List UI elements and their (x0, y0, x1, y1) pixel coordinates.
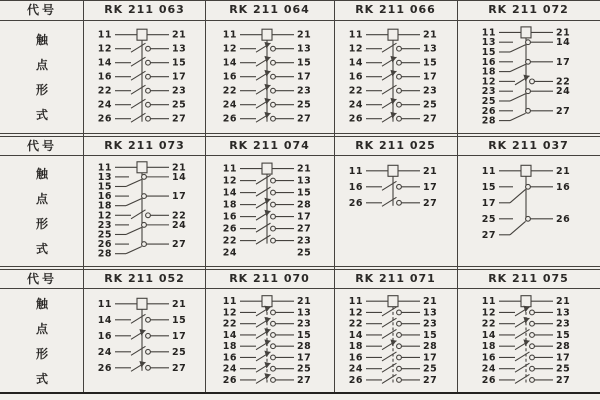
header-underline (0, 288, 600, 289)
svg-text:24: 24 (222, 363, 237, 375)
contact-diagram-rk211075 (457, 290, 600, 391)
contact-diagram-svg (334, 22, 457, 130)
svg-text:25: 25 (556, 363, 571, 375)
svg-text:28: 28 (556, 341, 571, 353)
svg-text:22: 22 (348, 85, 363, 97)
svg-text:24: 24 (481, 363, 496, 375)
svg-text:15: 15 (481, 46, 496, 58)
svg-text:17: 17 (481, 197, 496, 209)
contact-form-label (0, 22, 84, 132)
svg-text:26: 26 (348, 113, 363, 125)
svg-text:26: 26 (222, 374, 237, 386)
svg-text:12: 12 (97, 43, 112, 55)
svg-text:14: 14 (172, 171, 187, 183)
contact-diagram-rk211072 (457, 22, 600, 132)
svg-text:21: 21 (297, 29, 312, 41)
contact-diagram-rk211063 (84, 22, 205, 132)
svg-text:25: 25 (423, 99, 438, 111)
band-separator-line (0, 133, 600, 134)
svg-text:13: 13 (297, 307, 312, 319)
code-label: 代号 (26, 272, 57, 286)
svg-text:21: 21 (556, 27, 571, 39)
model-header-rk211075: RK 211 075 (488, 272, 569, 285)
model-header-rk211025: RK 211 025 (355, 139, 436, 152)
svg-text:26: 26 (481, 105, 496, 117)
svg-text:15: 15 (97, 181, 112, 193)
svg-text:11: 11 (222, 296, 237, 308)
svg-text:27: 27 (423, 374, 438, 386)
svg-text:26: 26 (348, 374, 363, 386)
table-border-bottom (0, 392, 600, 394)
svg-text:11: 11 (348, 165, 363, 177)
svg-text:27: 27 (556, 374, 571, 386)
svg-text:15: 15 (172, 57, 187, 69)
contact-diagram-rk211073 (84, 157, 205, 264)
svg-text:27: 27 (297, 113, 312, 125)
svg-text:14: 14 (481, 329, 496, 341)
svg-text:13: 13 (423, 307, 438, 319)
svg-text:27: 27 (556, 105, 571, 117)
svg-text:15: 15 (172, 314, 187, 326)
svg-text:11: 11 (481, 27, 496, 39)
svg-text:13: 13 (297, 43, 312, 55)
svg-text:27: 27 (481, 229, 496, 241)
model-header-rk211074: RK 211 074 (229, 139, 310, 152)
svg-text:11: 11 (348, 29, 363, 41)
svg-text:26: 26 (222, 113, 237, 125)
band-2-body (0, 157, 600, 264)
svg-text:28: 28 (481, 115, 496, 127)
svg-text:28: 28 (97, 248, 112, 260)
svg-text:16: 16 (481, 56, 496, 68)
code-label: 代号 (26, 139, 57, 153)
svg-text:18: 18 (348, 341, 363, 353)
svg-text:15: 15 (556, 329, 571, 341)
svg-text:23: 23 (423, 85, 438, 97)
svg-text:21: 21 (297, 296, 312, 308)
svg-text:16: 16 (97, 330, 112, 342)
svg-text:23: 23 (481, 86, 496, 98)
band-1-body (0, 22, 600, 132)
svg-text:28: 28 (297, 199, 312, 211)
svg-text:25: 25 (172, 346, 187, 358)
contact-diagram-svg (205, 22, 334, 130)
svg-text:12: 12 (481, 307, 496, 319)
contact-diagram-rk211070 (205, 290, 334, 391)
svg-text:21: 21 (172, 29, 187, 41)
svg-text:24: 24 (348, 99, 363, 111)
svg-text:14: 14 (222, 187, 237, 199)
model-header-rk211037: RK 211 037 (488, 139, 569, 152)
svg-text:18: 18 (481, 66, 496, 78)
band-separator-line (0, 269, 600, 270)
svg-text:23: 23 (297, 318, 312, 330)
svg-text:22: 22 (97, 85, 112, 97)
svg-text:24: 24 (97, 99, 112, 111)
svg-text:13: 13 (97, 171, 112, 183)
label-char: 触 (35, 166, 48, 181)
svg-text:27: 27 (423, 113, 438, 125)
contact-diagram-rk211071 (334, 290, 457, 391)
svg-text:22: 22 (222, 85, 237, 97)
contact-diagram-svg (84, 157, 205, 263)
band-separator-line (0, 266, 600, 267)
svg-text:25: 25 (481, 213, 496, 225)
svg-text:27: 27 (172, 239, 187, 251)
model-header-rk211070: RK 211 070 (229, 272, 310, 285)
svg-text:17: 17 (556, 56, 571, 68)
contact-diagram-rk211037 (457, 157, 600, 264)
label-char: 点 (35, 191, 48, 206)
svg-text:17: 17 (297, 352, 312, 364)
contact-diagram-svg (457, 290, 600, 390)
label-char: 形 (35, 216, 48, 231)
column-divider (83, 0, 84, 392)
svg-text:17: 17 (172, 191, 187, 203)
svg-text:14: 14 (348, 57, 363, 69)
svg-text:22: 22 (222, 318, 237, 330)
svg-text:14: 14 (97, 57, 112, 69)
contact-form-label (0, 290, 84, 391)
contact-diagram-svg (84, 22, 205, 130)
svg-text:22: 22 (481, 318, 496, 330)
contact-diagram-svg (205, 290, 334, 390)
svg-text:21: 21 (297, 163, 312, 175)
svg-text:14: 14 (97, 314, 112, 326)
contact-diagram-rk211025 (334, 157, 457, 264)
svg-text:22: 22 (172, 210, 187, 222)
svg-text:17: 17 (423, 181, 438, 193)
svg-text:16: 16 (222, 71, 237, 83)
svg-text:17: 17 (423, 71, 438, 83)
svg-text:14: 14 (222, 329, 237, 341)
column-divider (205, 0, 206, 392)
svg-text:11: 11 (481, 165, 496, 177)
svg-text:21: 21 (423, 29, 438, 41)
svg-text:16: 16 (222, 352, 237, 364)
svg-text:23: 23 (297, 235, 312, 247)
svg-text:15: 15 (297, 329, 312, 341)
model-header-rk211052: RK 211 052 (104, 272, 185, 285)
svg-text:25: 25 (297, 99, 312, 111)
svg-text:22: 22 (348, 318, 363, 330)
contact-diagram-rk211064 (205, 22, 334, 132)
svg-text:13: 13 (556, 307, 571, 319)
contact-diagram-svg (205, 157, 334, 263)
svg-text:24: 24 (222, 99, 237, 111)
svg-text:17: 17 (423, 352, 438, 364)
svg-text:25: 25 (172, 99, 187, 111)
svg-text:21: 21 (172, 162, 187, 174)
contact-diagram-rk211052 (84, 290, 205, 391)
model-header-rk211064: RK 211 064 (229, 3, 310, 16)
svg-text:11: 11 (481, 296, 496, 308)
svg-text:21: 21 (423, 296, 438, 308)
svg-text:22: 22 (222, 235, 237, 247)
label-char: 式 (35, 241, 48, 256)
model-header-rk211072: RK 211 072 (488, 3, 569, 16)
svg-text:15: 15 (297, 57, 312, 69)
model-header-rk211066: RK 211 066 (355, 3, 436, 16)
table-border-top (0, 0, 600, 1)
svg-text:25: 25 (297, 363, 312, 375)
svg-text:11: 11 (97, 162, 112, 174)
svg-text:12: 12 (222, 175, 237, 187)
band-1-header (0, 1, 600, 19)
label-char: 式 (35, 108, 48, 122)
contact-diagram-svg (334, 290, 457, 390)
label-char: 形 (35, 83, 48, 97)
svg-text:15: 15 (423, 329, 438, 341)
column-divider (334, 0, 335, 392)
svg-text:16: 16 (97, 71, 112, 83)
svg-text:11: 11 (97, 298, 112, 310)
model-header-rk211073: RK 211 073 (104, 139, 185, 152)
svg-text:27: 27 (297, 223, 312, 235)
svg-text:26: 26 (97, 362, 112, 374)
svg-text:16: 16 (222, 211, 237, 223)
svg-text:25: 25 (97, 229, 112, 241)
svg-text:24: 24 (556, 86, 571, 98)
svg-text:16: 16 (97, 191, 112, 203)
band-3-body (0, 290, 600, 391)
label-char: 形 (35, 346, 48, 361)
band-2-header (0, 137, 600, 155)
svg-text:24: 24 (172, 219, 187, 231)
svg-text:15: 15 (423, 57, 438, 69)
svg-text:12: 12 (222, 43, 237, 55)
contact-diagram-svg (84, 290, 205, 390)
svg-text:12: 12 (97, 210, 112, 222)
svg-text:26: 26 (222, 223, 237, 235)
model-header-rk211063: RK 211 063 (104, 3, 185, 16)
svg-text:21: 21 (556, 165, 571, 177)
svg-text:17: 17 (172, 71, 187, 83)
svg-text:11: 11 (222, 29, 237, 41)
svg-text:27: 27 (172, 362, 187, 374)
svg-text:25: 25 (423, 363, 438, 375)
model-header-rk211071: RK 211 071 (355, 272, 436, 285)
svg-text:16: 16 (481, 352, 496, 364)
svg-text:21: 21 (556, 296, 571, 308)
svg-text:15: 15 (481, 181, 496, 193)
svg-text:17: 17 (297, 71, 312, 83)
contact-diagram-svg (457, 157, 600, 263)
svg-text:17: 17 (297, 211, 312, 223)
svg-text:25: 25 (297, 247, 312, 259)
svg-text:12: 12 (481, 76, 496, 88)
contact-form-label (0, 157, 84, 264)
svg-text:27: 27 (172, 113, 187, 125)
svg-text:12: 12 (348, 43, 363, 55)
code-label: 代号 (26, 3, 57, 17)
svg-text:23: 23 (423, 318, 438, 330)
svg-text:16: 16 (348, 352, 363, 364)
svg-text:21: 21 (423, 165, 438, 177)
header-underline (0, 155, 600, 156)
svg-text:28: 28 (423, 341, 438, 353)
svg-text:26: 26 (97, 239, 112, 251)
label-char: 触 (35, 33, 48, 47)
svg-text:14: 14 (348, 329, 363, 341)
svg-text:11: 11 (97, 29, 112, 41)
svg-text:21: 21 (172, 298, 187, 310)
svg-text:17: 17 (172, 330, 187, 342)
svg-text:12: 12 (222, 307, 237, 319)
header-underline (0, 20, 600, 21)
svg-text:23: 23 (172, 85, 187, 97)
svg-text:24: 24 (97, 346, 112, 358)
svg-text:26: 26 (348, 197, 363, 209)
svg-text:14: 14 (556, 37, 571, 49)
svg-text:12: 12 (348, 307, 363, 319)
svg-text:23: 23 (297, 85, 312, 97)
svg-text:23: 23 (556, 318, 571, 330)
svg-text:18: 18 (97, 200, 112, 212)
svg-text:24: 24 (348, 363, 363, 375)
svg-text:25: 25 (481, 95, 496, 107)
svg-text:17: 17 (556, 352, 571, 364)
svg-text:11: 11 (348, 296, 363, 308)
svg-text:26: 26 (481, 374, 496, 386)
svg-text:16: 16 (348, 71, 363, 83)
svg-text:27: 27 (423, 197, 438, 209)
svg-text:26: 26 (97, 113, 112, 125)
svg-text:28: 28 (297, 341, 312, 353)
label-char: 触 (35, 296, 48, 311)
label-char: 点 (35, 321, 48, 336)
svg-text:13: 13 (297, 175, 312, 187)
band-separator-line (0, 136, 600, 137)
svg-text:15: 15 (297, 187, 312, 199)
contact-diagram-svg (457, 22, 600, 130)
svg-text:27: 27 (297, 374, 312, 386)
label-char: 点 (35, 58, 48, 72)
band-3-header (0, 270, 600, 288)
svg-text:18: 18 (222, 199, 237, 211)
svg-text:14: 14 (222, 57, 237, 69)
svg-text:18: 18 (481, 341, 496, 353)
svg-text:11: 11 (222, 163, 237, 175)
svg-text:16: 16 (556, 181, 571, 193)
svg-text:13: 13 (481, 37, 496, 49)
svg-text:16: 16 (348, 181, 363, 193)
svg-text:23: 23 (97, 219, 112, 231)
label-char: 式 (35, 371, 48, 386)
contact-diagram-rk211066 (334, 22, 457, 132)
contact-diagram-svg (334, 157, 457, 263)
svg-text:22: 22 (556, 76, 571, 88)
svg-text:24: 24 (222, 247, 237, 259)
svg-text:18: 18 (222, 341, 237, 353)
column-divider (457, 0, 458, 392)
contact-diagram-rk211074 (205, 157, 334, 264)
svg-text:26: 26 (556, 213, 571, 225)
svg-text:13: 13 (172, 43, 187, 55)
svg-text:13: 13 (423, 43, 438, 55)
